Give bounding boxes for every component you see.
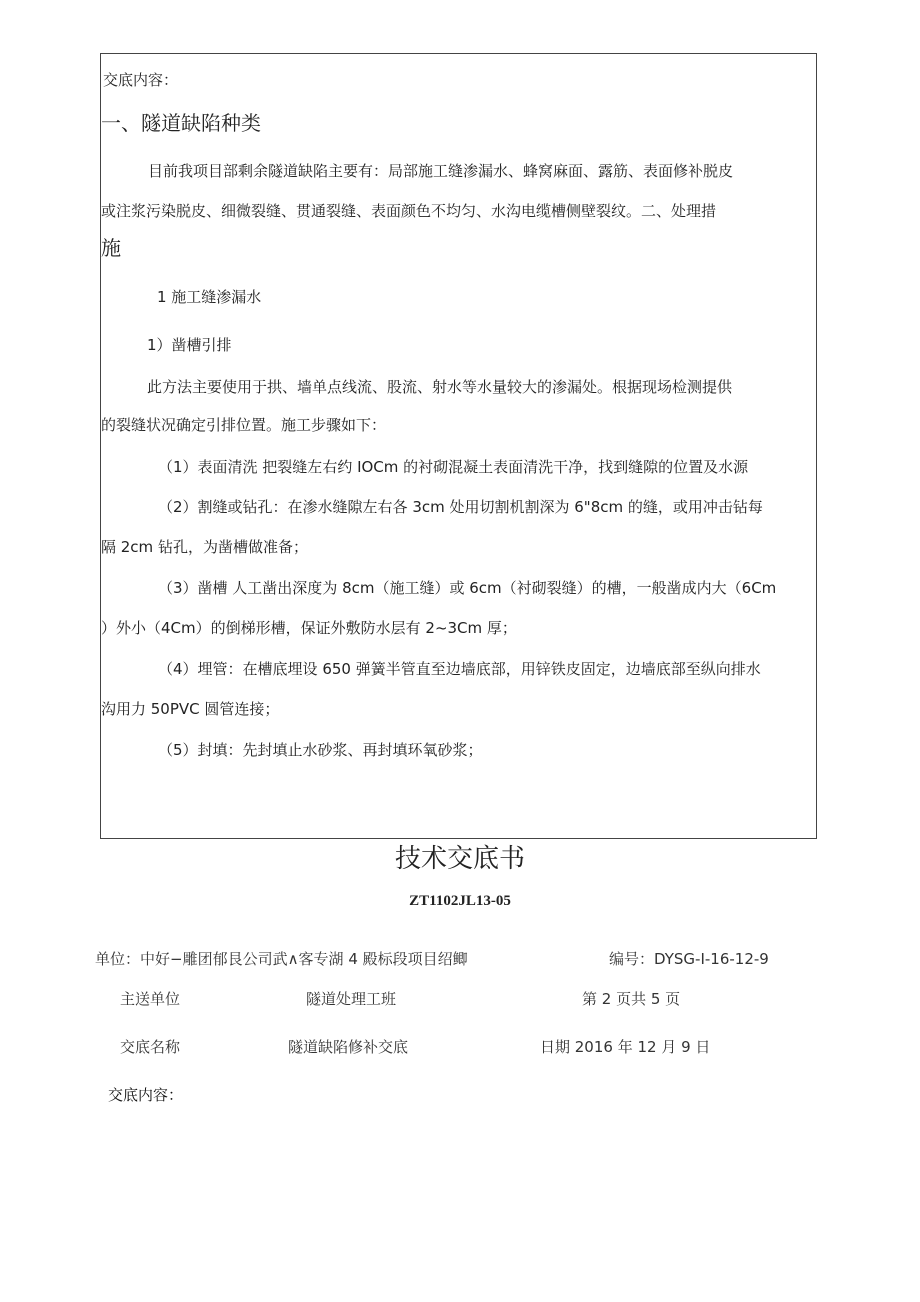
step3-line1: （3）凿槽 人工凿出深度为 8cm（施工缝）或 6cm（衬砌裂缝）的槽，一般凿成内大（6Cm: [158, 579, 777, 597]
step4-line1: （4）埋管：在槽底埋设 650 弹簧半管直至边墙底部，用锌铁皮固定，边墙底部至纵向排水: [158, 660, 761, 678]
document-code: ZT1102JL13-05: [409, 893, 511, 909]
briefing-name-value: 隧道缺陷修补交底: [288, 1038, 409, 1056]
para1-line2: 或注浆污染脱皮、细微裂缝、贯通裂缝、表面颜色不均匀、水沟电缆槽侧壁裂纹。二、处理措: [101, 202, 717, 220]
section1-heading: 一、隧道缺陷种类: [101, 111, 261, 135]
step2-line2: 隔 2cm 钻孔，为凿槽做准备；: [101, 538, 308, 556]
number-field: 编号：DYSG-I-16-12-9: [609, 950, 769, 968]
step4-line2: 沟用力 50PVC 圆管连接；: [101, 700, 280, 718]
step1: （1）表面清洗 把裂缝左右约 IOCm 的衬砌混凝土表面清洗干净，找到缝隙的位置及水源: [158, 458, 749, 476]
subsection-1: 1 施工缝渗漏水: [157, 288, 262, 306]
subsection-1-1: 1）凿槽引排: [147, 336, 232, 354]
para2-line1: 此方法主要使用于拱、墙单点线流、股流、射水等水量较大的渗漏处。根据现场检测提供: [147, 378, 733, 396]
send-unit-label: 主送单位: [120, 990, 181, 1008]
send-unit-value: 隧道处理工班: [306, 990, 397, 1008]
content-label: 交底内容：: [108, 1086, 184, 1104]
document-title: 技术交底书: [394, 844, 525, 874]
step3-line2: ）外小（4Cm）的倒梯形槽，保证外敷防水层有 2~3Cm 厚；: [101, 619, 517, 637]
briefing-name-label: 交底名称: [120, 1038, 181, 1056]
box-content-label: 交底内容：: [103, 71, 179, 89]
para1-line1: 目前我项目部剩余隧道缺陷主要有：局部施工缝渗漏水、蜂窝麻面、露筋、表面修补脱皮: [148, 162, 734, 180]
para2-line2: 的裂缝状况确定引排位置。施工步骤如下：: [101, 416, 387, 434]
step5: （5）封填：先封填止水砂浆、再封填环氧砂浆；: [158, 741, 483, 759]
para1-line3: 施: [101, 236, 121, 260]
unit-field: 单位：中好−雕团郁艮公司武∧客专湖 4 殿标段项目绍鲫: [95, 950, 468, 968]
page-indicator: 第 2 页共 5 页: [582, 990, 681, 1008]
date-field: 日期 2016 年 12 月 9 日: [540, 1038, 711, 1056]
step2-line1: （2）割缝或钻孔：在渗水缝隙左右各 3cm 处用切割机割深为 6"8cm 的缝，或用冲击钻每: [158, 498, 763, 516]
